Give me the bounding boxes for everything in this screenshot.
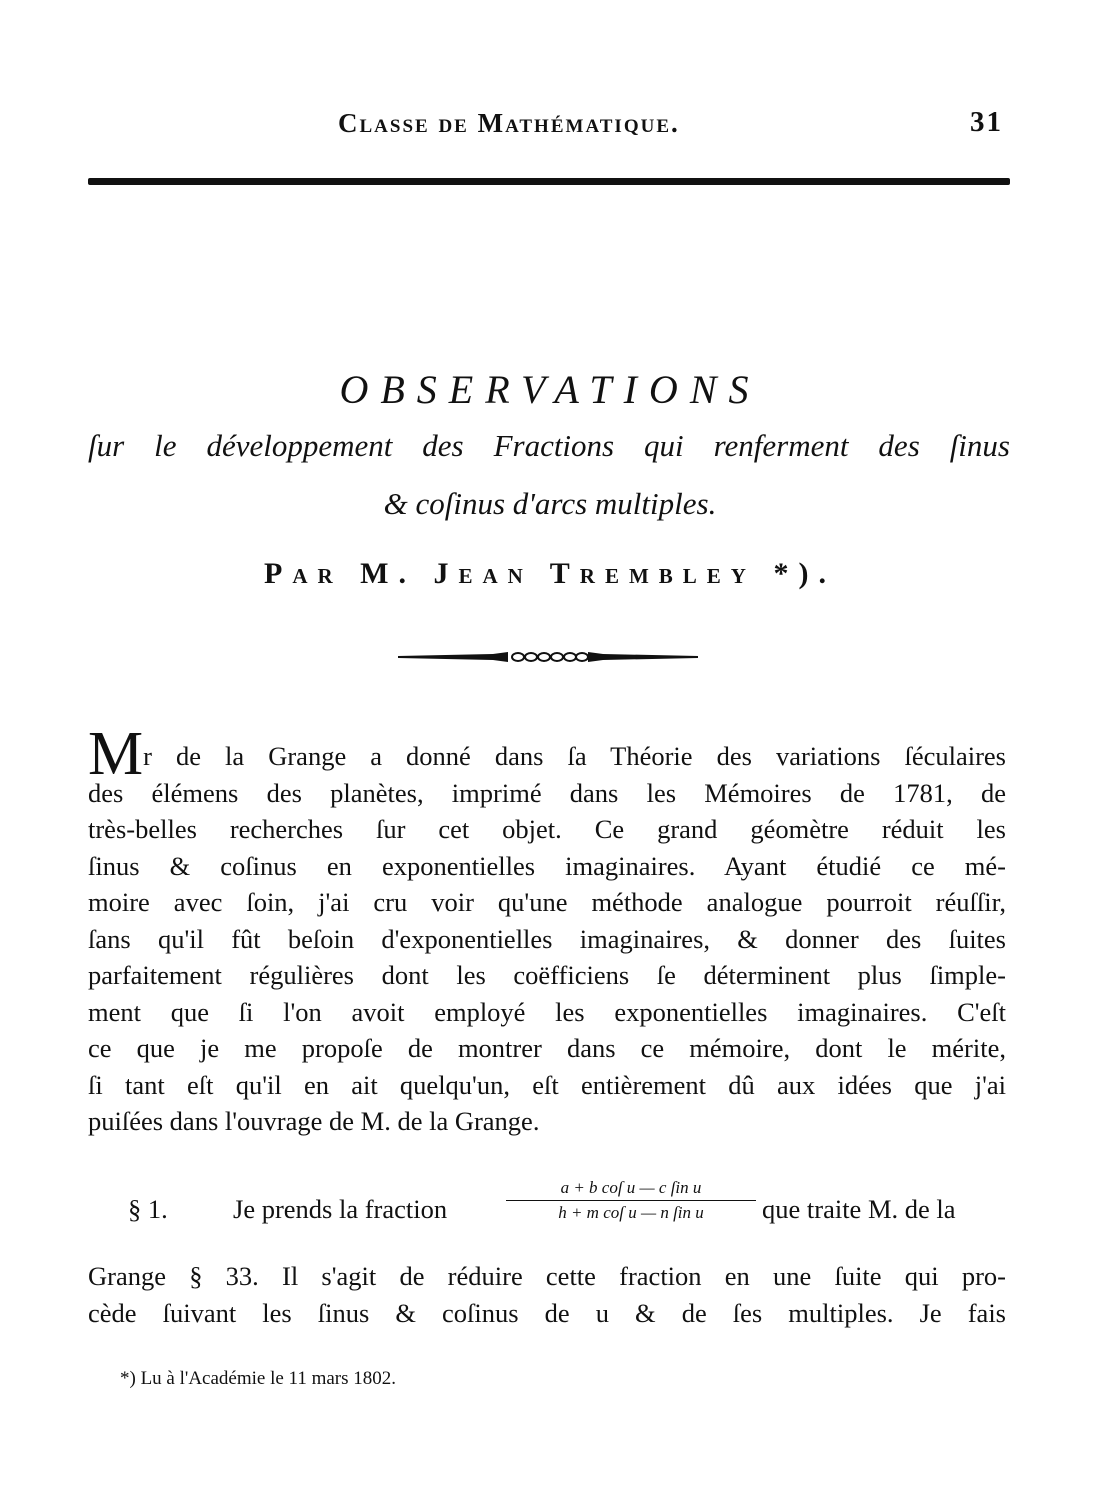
text-line: r de la Grange a donné dans ſa Théorie des variations ſéculaires [143, 741, 1006, 771]
fraction [506, 1178, 756, 1223]
text-line: moire avec ſoin, j'ai cru voir qu'une méthode analogue pourroit réuſſir, [88, 887, 1006, 917]
text-line: parfaitement régulières dont les coëfficiens ſe déterminent plus ſimple- [88, 960, 1006, 990]
text-line: ce que je me propoſe de montrer dans ce mémoire, dont le mérite, [88, 1033, 1006, 1063]
text-line: très-belles recherches ſur cet objet. Ce grand géomètre réduit les [88, 814, 1006, 844]
after-fraction-text: que traite M. de la [762, 1194, 956, 1224]
text-line: Grange § 33. Il s'agit de réduire cette fraction en une ſuite qui pro- [88, 1261, 1006, 1291]
drop-cap: M [88, 720, 144, 788]
paragraph-1 [88, 720, 1006, 1140]
text-line: ſinus & coſinus en exponentielles imaginaires. Ayant étudié ce mé- [88, 850, 1006, 881]
article-subtitle-line-1: ſur le développement des Fractions qui renferment des ſinus [88, 428, 1010, 463]
author-byline: Par M. Jean Trembley *). [264, 557, 836, 590]
paragraph-continued [88, 1258, 1006, 1331]
text-line: puiſées dans l'ouvrage de M. de la Grange. [88, 1106, 540, 1136]
fraction-numerator: a + b coſ u — c ſin u [506, 1178, 756, 1201]
article-title: OBSERVATIONS [339, 367, 761, 412]
text-line: ment que ſi l'on avoit employé les exponentielles imaginaires. C'eſt [88, 996, 1006, 1027]
running-head: Classe de Mathématique. [338, 108, 680, 138]
footnote: *) Lu à l'Académie le 11 mars 1802. [120, 1368, 397, 1389]
text-line: des élémens des planètes, imprimé dans les Mémoires de 1781, de [88, 777, 1006, 808]
text-line: ſans qu'il fût beſoin d'exponentielles imaginaires, & donner des ſuites [88, 923, 1006, 954]
page-number: 31 [970, 106, 1003, 138]
article-subtitle-line-2: & coſinus d'arcs multiples. [383, 486, 717, 521]
text-line: ſi tant eſt qu'il en ait quelqu'un, eſt entièrement dû aux idées que j'ai [88, 1069, 1006, 1100]
ornament-divider-icon [398, 650, 698, 664]
header-rule [88, 178, 1010, 185]
text-line: cède ſuivant les ſinus & coſinus de u & de ſes multiples. Je fais [88, 1297, 1006, 1328]
section-mark: § 1. [128, 1194, 168, 1224]
section-text: Je prends la fraction [233, 1194, 448, 1224]
fraction-denominator: h + m coſ u — n ſin u [558, 1203, 704, 1222]
